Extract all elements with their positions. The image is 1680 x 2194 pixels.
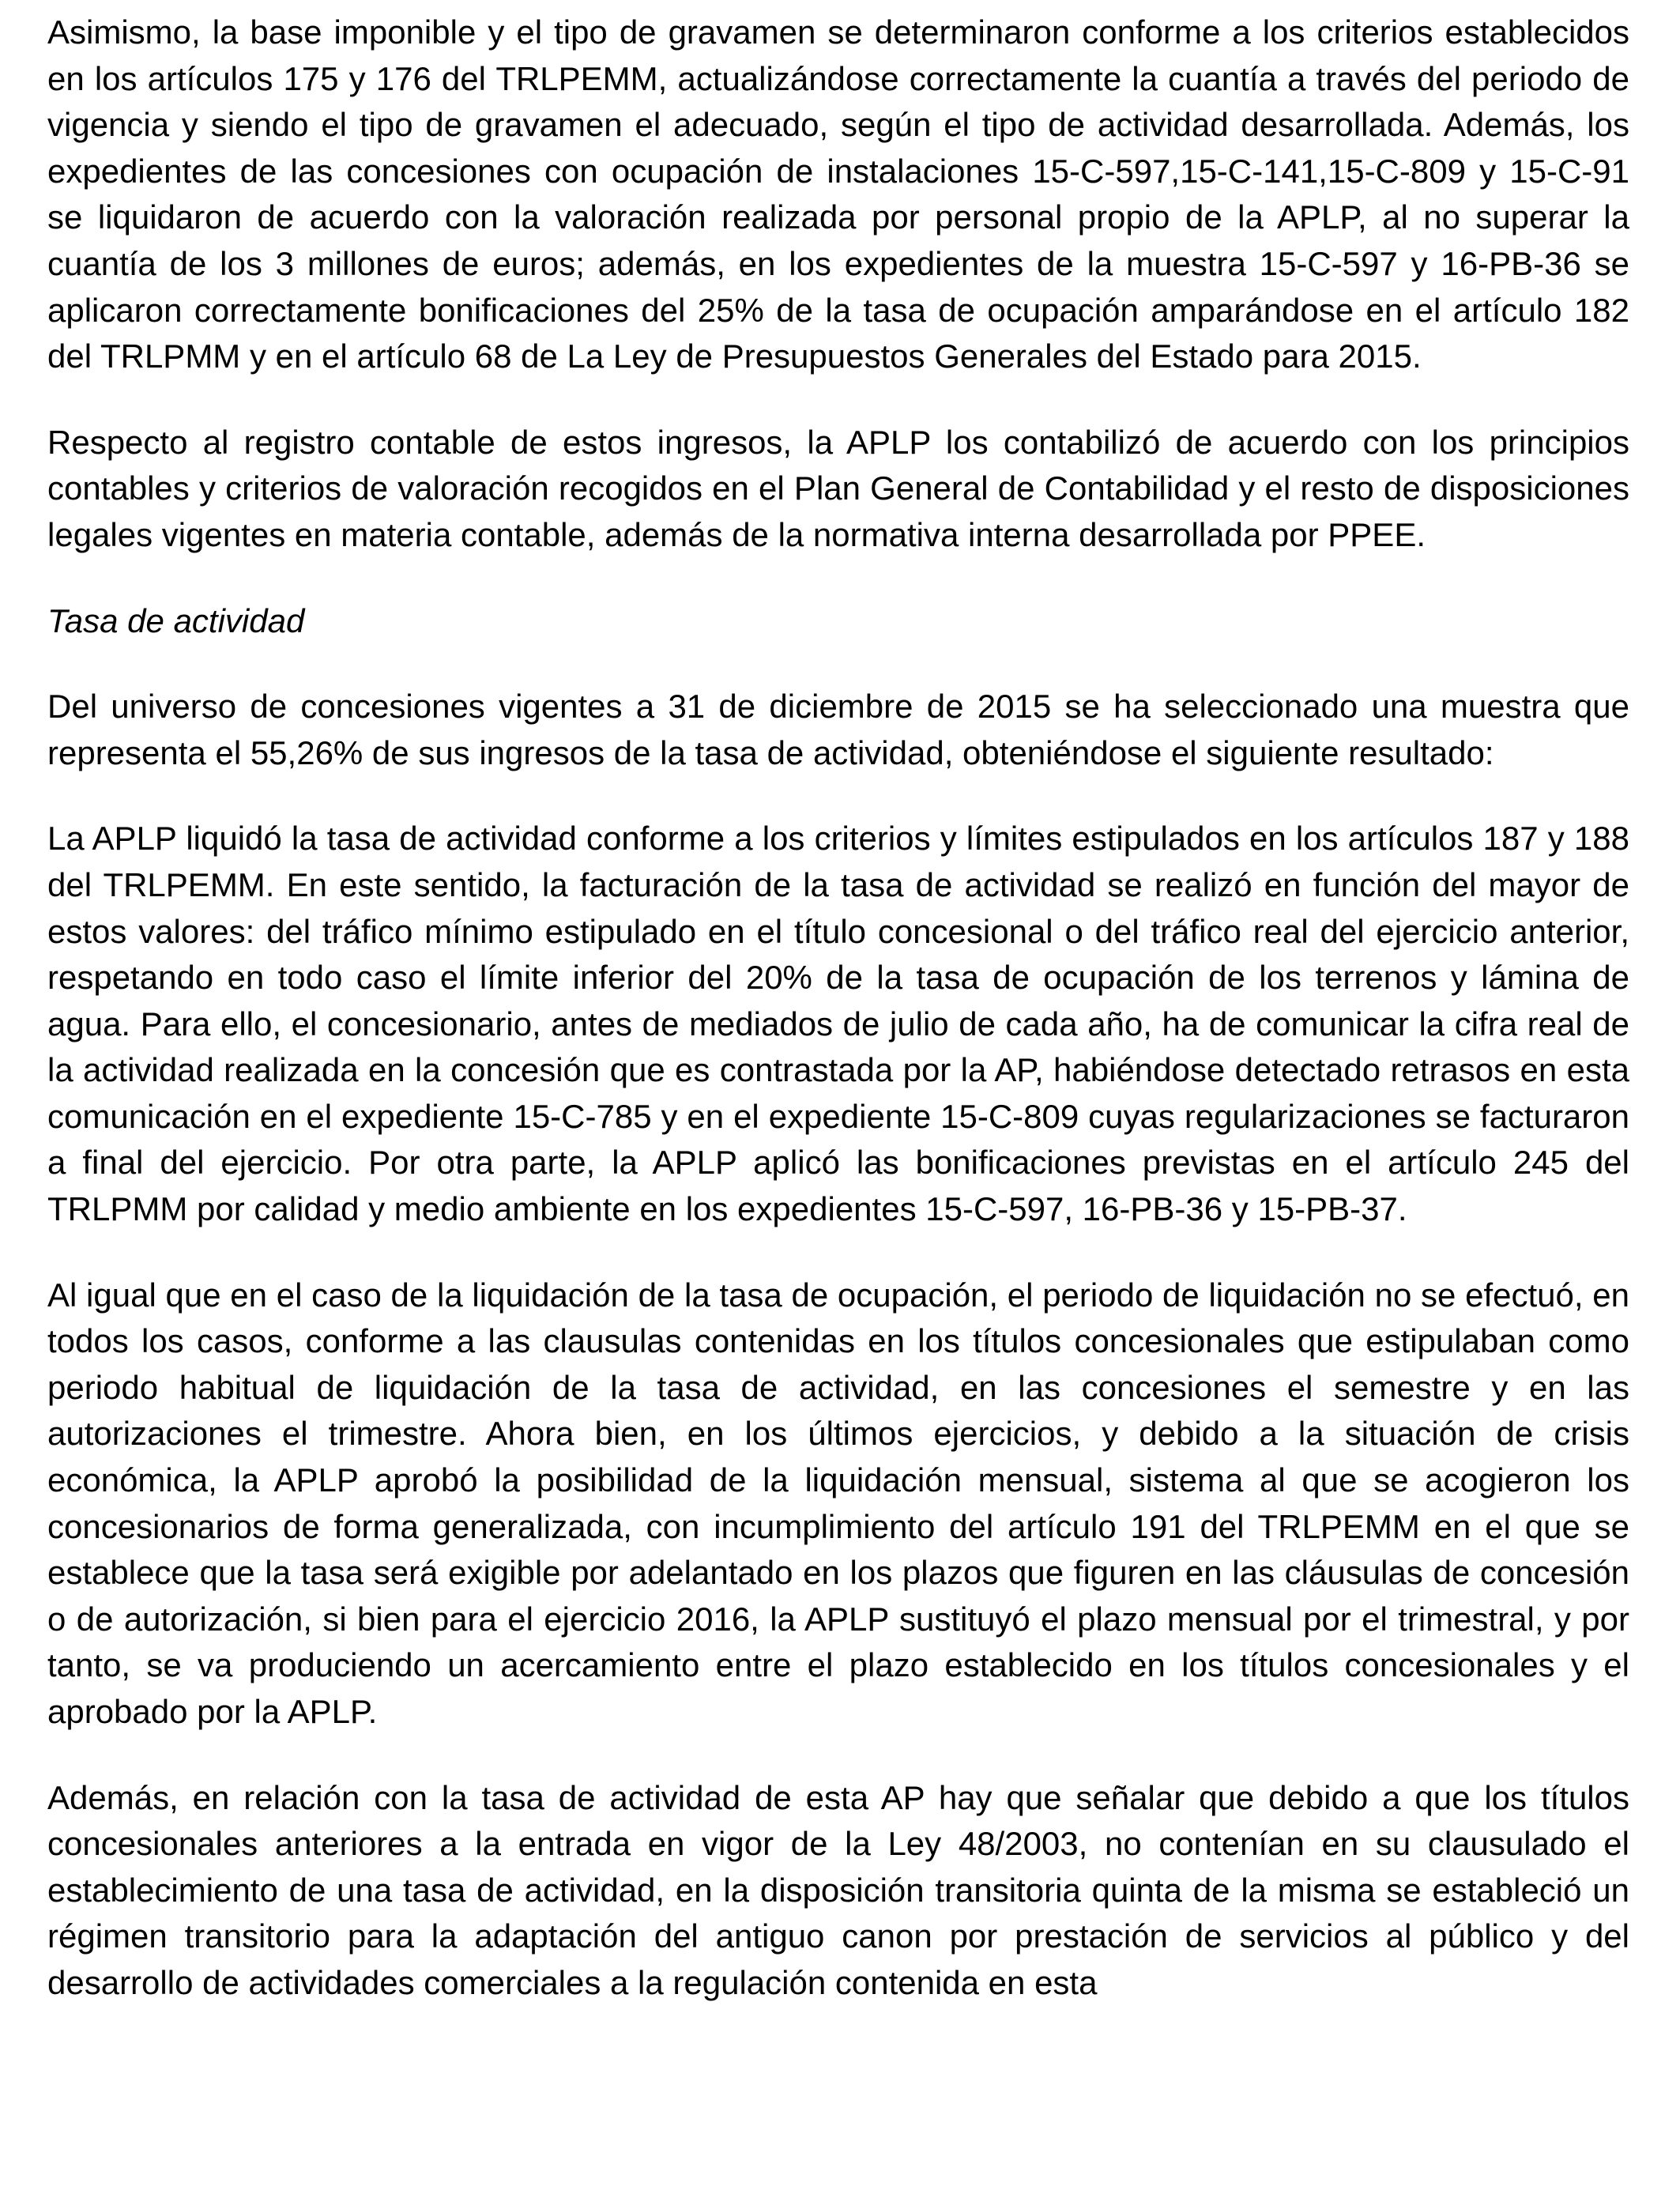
document-page: [47, 9, 1629, 2046]
paragraph-liquidacion-tasa: La APLP liquidó la tasa de actividad conforme a los criterios y límites estipulados en los artículos 187 y 188 del TRLPEMM. En este sentido, la facturación de la tasa de actividad se realizó en función del mayor de estos valores: del tráfico mínimo estipulado en el título concesional o del tráfico real del ejercicio anterior, respetando en todo caso el límite inferior del 20% de la tasa de ocupación de los terrenos y lámina de agua. Para ello, el concesionario, antes de mediados de julio de cada año, ha de comunicar la cifra real de la actividad realizada en la concesión que es contrastada por la AP, habiéndose detectado retrasos en esta comunicación en el expediente 15-C-785 y en el expediente 15-C-809 cuyas regularizaciones se facturaron a final del ejercicio. Por otra parte, la APLP aplicó las bonificaciones previstas en el artículo 245 del TRLPMM por calidad y medio ambiente en los expedientes 15-C-597, 16-PB-36 y 15-PB-37.: [47, 820, 1629, 1228]
paragraph-registro-contable: Respecto al registro contable de estos ingresos, la APLP los contabilizó de acuerdo con los principios contables y criterios de valoración recogidos en el Plan General de Contabilidad y el resto de disposiciones legales vigentes en materia contable, además de la normativa interna desarrollada por PPEE.: [47, 423, 1629, 553]
paragraph-base-imponible: Asimismo, la base imponible y el tipo de gravamen se determinaron conforme a los criterios establecidos en los artículos 175 y 176 del TRLPEMM, actualizándose correctamente la cuantía a través del periodo de vigencia y siendo el tipo de gravamen el adecuado, según el tipo de actividad desarrollada. Además, los expedientes de las concesiones con ocupación de instalaciones 15-C-597,15-C-141,15-C-809 y 15-C-91 se liquidaron de acuerdo con la valoración realizada por personal propio de la APLP, al no superar la cuantía de los 3 millones de euros; además, en los expedientes de la muestra 15-C-597 y 16-PB-36 se aplicaron correctamente bonificaciones del 25% de la tasa de ocupación amparándose en el artículo 182 del TRLPMM y en el artículo 68 de La Ley de Presupuestos Generales del Estado para 2015.: [47, 13, 1629, 375]
paragraph-universo-concesiones: Del universo de concesiones vigentes a 31 de diciembre de 2015 se ha seleccionado una muestra que representa el 55,26% de sus ingresos de la tasa de actividad, obteniéndose el siguiente resultado:: [47, 688, 1629, 771]
section-heading-tasa-actividad: Tasa de actividad: [47, 601, 305, 639]
paragraph-periodo-liquidacion: Al igual que en el caso de la liquidación de la tasa de ocupación, el periodo de liquidación no se efectuó, en todos los casos, conforme a las clausulas contenidas en los títulos concesionales que estipulaban como periodo habitual de liquidación de la tasa de actividad, en las concesiones el semestre y en las autorizaciones el trimestre. Ahora bien, en los últimos ejercicios, y debido a la situación de crisis económica, la APLP aprobó la posibilidad de la liquidación mensual, sistema al que se acogieron los concesionarios de forma generalizada, con incumplimiento del artículo 191 del TRLPEMM en el que se establece que la tasa será exigible por adelantado en los plazos que figuren en las cláusulas de concesión o de autorización, si bien para el ejercicio 2016, la APLP sustituyó el plazo mensual por el trimestral, y por tanto, se va produciendo un acercamiento entre el plazo establecido en los títulos concesionales y el aprobado por la APLP.: [47, 1276, 1629, 1730]
paragraph-regimen-transitorio: Además, en relación con la tasa de actividad de esta AP hay que señalar que debido a que los títulos concesionales anteriores a la entrada en vigor de la Ley 48/2003, no contenían en su clausulado el establecimiento de una tasa de actividad, en la disposición transitoria quinta de la misma se estableció un régimen transitorio para la adaptación del antiguo canon por prestación de servicios al público y del desarrollo de actividades comerciales a la regulación contenida en esta: [47, 1778, 1629, 2001]
